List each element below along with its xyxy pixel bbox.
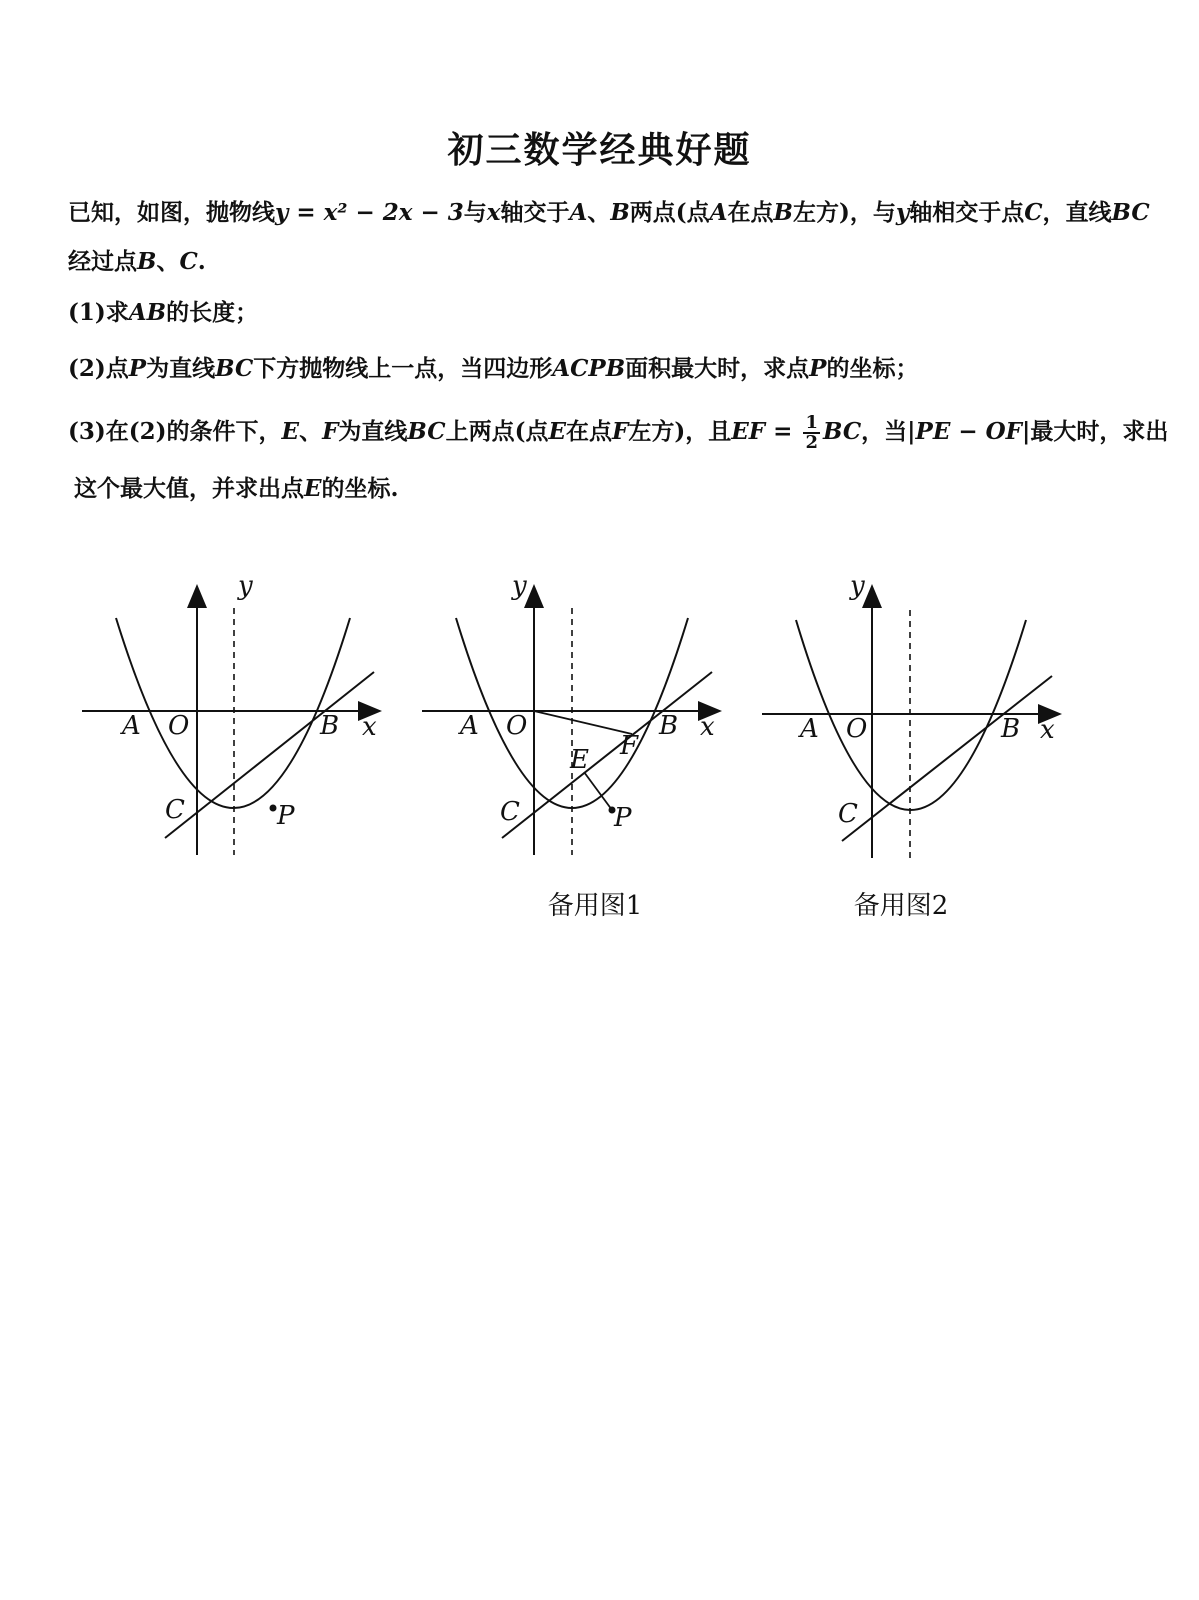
figure-main <box>70 570 390 870</box>
parabola-equation: y = x² − 2x − 3 <box>275 199 464 226</box>
text: 的坐标； <box>826 355 919 382</box>
fraction-numerator: 1 <box>805 412 818 433</box>
line-bc-segment <box>842 676 1052 841</box>
text: 为直线 <box>146 355 216 382</box>
point-p: P <box>128 355 147 382</box>
label-o: O <box>846 714 868 744</box>
line-bc: BC <box>822 418 862 445</box>
fraction-denominator: 2 <box>805 432 818 453</box>
text: 这个最大值，并求出点 <box>74 475 304 502</box>
abs-expression: |PE − OF| <box>907 418 1031 445</box>
label-a: A <box>460 711 479 741</box>
figure-main-svg <box>70 570 390 870</box>
text: 的长度； <box>166 299 259 326</box>
point-f: F <box>322 418 339 445</box>
point-b: B <box>610 199 630 226</box>
label-c: C <box>838 799 858 829</box>
label-b: B <box>659 711 679 741</box>
question-2 <box>68 354 918 384</box>
figure-backup-1 <box>410 570 730 870</box>
text: 两点(点 <box>629 199 710 226</box>
question-3-continued <box>74 474 399 504</box>
caption-backup-1: 备用图1 <box>547 891 643 921</box>
text: 左方)，且 <box>628 418 732 445</box>
point-p: P <box>809 355 827 382</box>
text: 在点 <box>727 199 774 226</box>
text: (3)在(2)的条件下， <box>68 418 282 445</box>
label-b: B <box>1001 714 1021 744</box>
label-x: x <box>700 712 715 742</box>
line-bc: BC <box>215 355 254 382</box>
label-o: O <box>506 711 528 741</box>
text: 的坐标. <box>321 475 399 502</box>
label-y: y <box>238 571 253 601</box>
text: 、 <box>587 199 611 226</box>
point-b: B <box>137 248 157 275</box>
text: 经过点 <box>68 248 137 275</box>
segment-ef: EF <box>731 418 766 445</box>
problem-line-1 <box>68 198 1150 228</box>
line-bc: BC <box>407 418 446 445</box>
line-bc: BC <box>1111 199 1150 226</box>
segment-of <box>534 711 632 734</box>
label-e: E <box>570 745 589 775</box>
point-e: E <box>281 418 300 445</box>
text: 为直线 <box>338 418 408 445</box>
text: 下方抛物线上一点，当四边形 <box>253 355 553 382</box>
quad-acpb: ACPB <box>552 355 626 382</box>
text: 已知，如图，抛物线 <box>68 199 275 226</box>
label-o: O <box>168 711 190 741</box>
label-c: C <box>500 797 520 827</box>
text: 轴交于 <box>500 199 570 226</box>
label-p: P <box>277 801 295 831</box>
figure-backup-2 <box>750 570 1070 870</box>
text: 、 <box>299 418 323 445</box>
text: ，直线 <box>1042 199 1112 226</box>
point-e: E <box>304 475 322 502</box>
text: (1)求 <box>68 299 129 326</box>
var-x: x <box>486 199 501 226</box>
point-c: C <box>179 248 198 275</box>
label-c: C <box>165 795 185 825</box>
point-a: A <box>569 199 588 226</box>
text: 上两点(点 <box>445 418 549 445</box>
text: (2)点 <box>68 355 129 382</box>
text: 最大时，求出 <box>1030 418 1169 445</box>
figure-backup-1-svg <box>410 570 730 870</box>
label-x: x <box>1040 715 1055 745</box>
fraction-one-half <box>803 414 820 452</box>
label-b: B <box>320 711 340 741</box>
label-a: A <box>122 711 141 741</box>
label-f: F <box>620 731 639 761</box>
text: 、 <box>156 248 180 275</box>
point-a: A <box>709 199 728 226</box>
label-a: A <box>800 714 819 744</box>
text: 与 <box>463 199 487 226</box>
text: 在点 <box>566 418 613 445</box>
point-b: B <box>773 199 793 226</box>
point-c: C <box>1024 199 1043 226</box>
problem-line-2 <box>68 247 206 277</box>
figure-backup-2-svg <box>750 570 1070 870</box>
caption-backup-2: 备用图2 <box>853 891 949 921</box>
segment-ab: AB <box>128 299 167 326</box>
parabola-curve <box>116 618 350 808</box>
point-f: F <box>612 418 629 445</box>
label-y: y <box>512 571 527 601</box>
text: 轴相交于点 <box>909 199 1025 226</box>
text: . <box>197 248 206 275</box>
point-p-dot <box>270 805 277 812</box>
text: 面积最大时，求点 <box>625 355 810 382</box>
label-y: y <box>850 571 865 601</box>
question-3 <box>68 414 1168 452</box>
text: 左方)，与 <box>792 199 896 226</box>
page-title: 初三数学经典好题 <box>447 129 752 171</box>
point-e: E <box>548 418 567 445</box>
text: = <box>765 418 801 445</box>
text: ，当 <box>861 418 908 445</box>
var-y: y <box>895 199 910 226</box>
question-1 <box>68 298 258 328</box>
label-x: x <box>362 712 377 742</box>
label-p: P <box>614 803 632 833</box>
